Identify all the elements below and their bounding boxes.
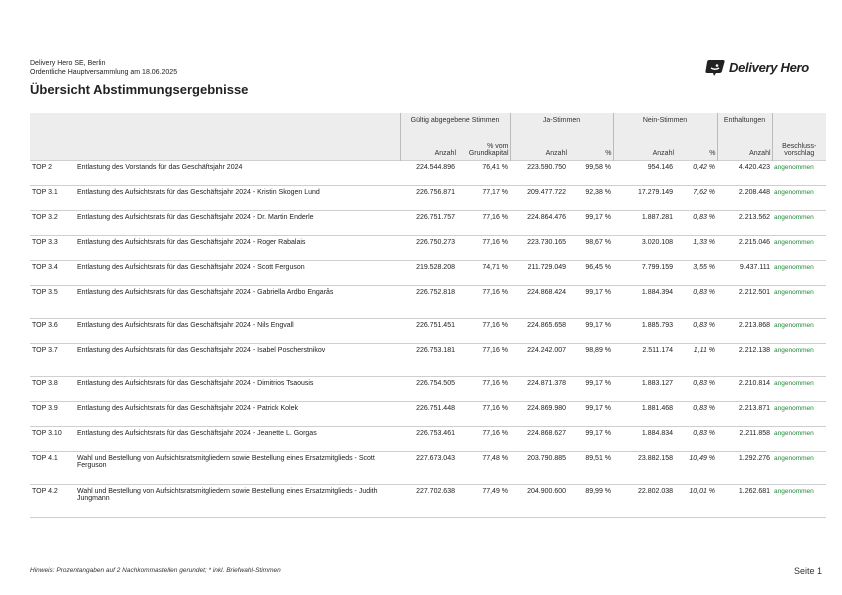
- agenda-text-cell: Wahl und Bestellung von Aufsichtsratsmitgliedern sowie Bestellung eines Ersatzmitglieds - Scott Ferguson: [75, 452, 400, 485]
- agenda-text-cell: Entlastung des Aufsichtsrats für das Geschäftsjahr 2024 - Isabel Poscherstnikov: [75, 344, 400, 377]
- yes-count-cell: 209.477.722: [510, 186, 568, 211]
- capital-pct-cell: 77,16 %: [457, 377, 510, 402]
- result-cell: angenommen: [772, 211, 826, 236]
- table-row: [30, 161, 826, 186]
- page-number: Seite 1: [793, 566, 822, 576]
- no-pct-cell: 10,01 %: [675, 485, 717, 518]
- yes-count-cell: 224.865.658: [510, 319, 568, 344]
- yes-pct-cell: 98,67 %: [568, 236, 613, 261]
- table-group-header: [30, 113, 826, 136]
- capital-pct-cell: 74,71 %: [457, 261, 510, 286]
- table-row: [30, 377, 826, 402]
- yes-count-cell: 224.864.476: [510, 211, 568, 236]
- capital-pct-cell: 77,16 %: [457, 236, 510, 261]
- agenda-text-cell: Entlastung des Aufsichtsrats für das Geschäftsjahr 2024 - Kristin Skogen Lund: [75, 186, 400, 211]
- abstain-count-cell: 1.262.681: [717, 485, 772, 518]
- yes-pct-cell: 99,17 %: [568, 211, 613, 236]
- no-count-cell: 1.884.834: [613, 427, 675, 452]
- agenda-item-cell: TOP 3.5: [30, 286, 75, 319]
- no-count-cell: 954.146: [613, 161, 675, 186]
- capital-pct-cell: 77,16 %: [457, 344, 510, 377]
- table-row: [30, 261, 826, 286]
- header-abstentions: Enthaltungen: [717, 113, 772, 136]
- result-cell: angenommen: [772, 427, 826, 452]
- header-pct-capital: % vom Grundkapital: [457, 136, 510, 161]
- agenda-text-cell: Entlastung des Aufsichtsrats für das Geschäftsjahr 2024 - Nils Engvall: [75, 319, 400, 344]
- no-pct-cell: 1,33 %: [675, 236, 717, 261]
- table-row: [30, 427, 826, 452]
- no-count-cell: 1.884.394: [613, 286, 675, 319]
- agenda-item-cell: TOP 3.3: [30, 236, 75, 261]
- abstain-count-cell: 2.211.858: [717, 427, 772, 452]
- valid-count-cell: 226.756.871: [400, 186, 457, 211]
- capital-pct-cell: 77,16 %: [457, 427, 510, 452]
- no-pct-cell: 0,83 %: [675, 402, 717, 427]
- agenda-item-cell: TOP 3.4: [30, 261, 75, 286]
- abstain-count-cell: 1.292.276: [717, 452, 772, 485]
- agenda-item-cell: TOP 4.2: [30, 485, 75, 518]
- agenda-text-cell: Entlastung des Aufsichtsrats für das Geschäftsjahr 2024 - Roger Rabalais: [75, 236, 400, 261]
- yes-pct-cell: 92,38 %: [568, 186, 613, 211]
- no-pct-cell: 0,83 %: [675, 319, 717, 344]
- no-pct-cell: 3,55 %: [675, 261, 717, 286]
- agenda-text-cell: Entlastung des Aufsichtsrats für das Geschäftsjahr 2024 - Dimitrios Tsaousis: [75, 377, 400, 402]
- table-row: [30, 402, 826, 427]
- yes-count-cell: 204.900.600: [510, 485, 568, 518]
- abstain-count-cell: 2.212.138: [717, 344, 772, 377]
- abstain-count-cell: 2.213.562: [717, 211, 772, 236]
- yes-pct-cell: 89,51 %: [568, 452, 613, 485]
- yes-pct-cell: 89,99 %: [568, 485, 613, 518]
- company-name: Delivery Hero SE, Berlin: [30, 60, 106, 67]
- valid-count-cell: 224.544.896: [400, 161, 457, 186]
- valid-count-cell: 226.754.505: [400, 377, 457, 402]
- no-count-cell: 1.881.468: [613, 402, 675, 427]
- agenda-text-cell: Entlastung des Aufsichtsrats für das Geschäftsjahr 2024 - Jeanette L. Gorgas: [75, 427, 400, 452]
- result-cell: angenommen: [772, 161, 826, 186]
- no-pct-cell: 0,42 %: [675, 161, 717, 186]
- valid-count-cell: 227.702.638: [400, 485, 457, 518]
- agenda-item-cell: TOP 3.10: [30, 427, 75, 452]
- abstain-count-cell: 2.213.868: [717, 319, 772, 344]
- header-yes-pct: %: [568, 136, 613, 161]
- valid-count-cell: 226.750.273: [400, 236, 457, 261]
- result-cell: angenommen: [772, 286, 826, 319]
- no-pct-cell: 7,62 %: [675, 186, 717, 211]
- yes-pct-cell: 96,45 %: [568, 261, 613, 286]
- result-cell: angenommen: [772, 261, 826, 286]
- valid-count-cell: 226.753.461: [400, 427, 457, 452]
- header-proposal: Beschluss-vorschlag: [772, 136, 826, 161]
- no-count-cell: 23.882.158: [613, 452, 675, 485]
- logo-wordmark: Delivery Hero: [729, 59, 809, 75]
- result-cell: angenommen: [772, 344, 826, 377]
- agenda-item-cell: TOP 4.1: [30, 452, 75, 485]
- result-cell: angenommen: [772, 377, 826, 402]
- yes-count-cell: 224.869.980: [510, 402, 568, 427]
- capital-pct-cell: 77,16 %: [457, 319, 510, 344]
- capital-pct-cell: 77,17 %: [457, 186, 510, 211]
- no-count-cell: 1.885.793: [613, 319, 675, 344]
- yes-pct-cell: 99,17 %: [568, 402, 613, 427]
- yes-pct-cell: 98,89 %: [568, 344, 613, 377]
- abstain-count-cell: 2.212.501: [717, 286, 772, 319]
- yes-pct-cell: 99,17 %: [568, 286, 613, 319]
- header-yes-votes: Ja-Stimmen: [510, 113, 613, 136]
- document-header: [30, 59, 177, 77]
- table-row: [30, 211, 826, 236]
- no-pct-cell: 0,83 %: [675, 377, 717, 402]
- header-no-count: Anzahl: [613, 136, 675, 161]
- delivery-hero-logo-icon: [704, 58, 726, 76]
- agenda-text-cell: Entlastung des Aufsichtsrats für das Geschäftsjahr 2024 - Patrick Kolek: [75, 402, 400, 427]
- valid-count-cell: 226.751.451: [400, 319, 457, 344]
- abstain-count-cell: 4.420.423: [717, 161, 772, 186]
- footnote: Hinweis: Prozentangaben auf 2 Nachkommastellen gerundet; * inkl. Briefwahl-Stimmen: [30, 567, 281, 574]
- valid-count-cell: 226.751.757: [400, 211, 457, 236]
- table-row: [30, 236, 826, 261]
- result-cell: angenommen: [772, 186, 826, 211]
- page-title: Übersicht Abstimmungsergebnisse: [30, 82, 249, 97]
- yes-pct-cell: 99,17 %: [568, 377, 613, 402]
- valid-count-cell: 226.753.181: [400, 344, 457, 377]
- yes-count-cell: 203.790.885: [510, 452, 568, 485]
- valid-count-cell: 226.752.818: [400, 286, 457, 319]
- agenda-text-cell: Entlastung des Vorstands für das Geschäftsjahr 2024: [75, 161, 400, 186]
- capital-pct-cell: 77,16 %: [457, 286, 510, 319]
- no-count-cell: 7.799.159: [613, 261, 675, 286]
- result-cell: angenommen: [772, 485, 826, 518]
- header-no-pct: %: [675, 136, 717, 161]
- agenda-text-cell: Entlastung des Aufsichtsrats für das Geschäftsjahr 2024 - Dr. Martin Enderle: [75, 211, 400, 236]
- result-cell: angenommen: [772, 402, 826, 427]
- no-count-cell: 22.802.038: [613, 485, 675, 518]
- yes-count-cell: 224.242.007: [510, 344, 568, 377]
- agenda-item-cell: TOP 3.1: [30, 186, 75, 211]
- no-pct-cell: 1,11 %: [675, 344, 717, 377]
- table-row: [30, 319, 826, 344]
- no-pct-cell: 0,83 %: [675, 211, 717, 236]
- capital-pct-cell: 77,16 %: [457, 402, 510, 427]
- yes-count-cell: 211.729.049: [510, 261, 568, 286]
- yes-count-cell: 224.868.424: [510, 286, 568, 319]
- delivery-hero-logo: [704, 58, 809, 76]
- agenda-text-cell: Entlastung des Aufsichtsrats für das Geschäftsjahr 2024 - Scott Ferguson: [75, 261, 400, 286]
- yes-pct-cell: 99,17 %: [568, 427, 613, 452]
- no-count-cell: 3.020.108: [613, 236, 675, 261]
- header-valid-count: Anzahl: [400, 136, 457, 161]
- no-pct-cell: 10,49 %: [675, 452, 717, 485]
- yes-count-cell: 224.868.627: [510, 427, 568, 452]
- capital-pct-cell: 77,48 %: [457, 452, 510, 485]
- result-cell: angenommen: [772, 319, 826, 344]
- no-pct-cell: 0,83 %: [675, 427, 717, 452]
- abstain-count-cell: 9.437.111: [717, 261, 772, 286]
- no-count-cell: 1.883.127: [613, 377, 675, 402]
- yes-pct-cell: 99,17 %: [568, 319, 613, 344]
- no-count-cell: 17.279.149: [613, 186, 675, 211]
- yes-pct-cell: 99,58 %: [568, 161, 613, 186]
- capital-pct-cell: 76,41 %: [457, 161, 510, 186]
- table-row: [30, 485, 826, 518]
- valid-count-cell: 227.673.043: [400, 452, 457, 485]
- yes-count-cell: 223.730.165: [510, 236, 568, 261]
- agenda-item-cell: TOP 2: [30, 161, 75, 186]
- table-row: [30, 286, 826, 319]
- table-sub-header: [30, 136, 826, 161]
- no-count-cell: 2.511.174: [613, 344, 675, 377]
- valid-count-cell: 219.528.208: [400, 261, 457, 286]
- results-table: [30, 113, 826, 518]
- agenda-item-cell: TOP 3.7: [30, 344, 75, 377]
- header-no-votes: Nein-Stimmen: [613, 113, 717, 136]
- table-row: [30, 344, 826, 377]
- capital-pct-cell: 77,16 %: [457, 211, 510, 236]
- result-cell: angenommen: [772, 452, 826, 485]
- agenda-item-cell: TOP 3.6: [30, 319, 75, 344]
- agenda-item-cell: TOP 3.2: [30, 211, 75, 236]
- abstain-count-cell: 2.210.814: [717, 377, 772, 402]
- header-valid-votes: Gültig abgegebene Stimmen: [400, 113, 510, 136]
- yes-count-cell: 223.590.750: [510, 161, 568, 186]
- yes-count-cell: 224.871.378: [510, 377, 568, 402]
- abstain-count-cell: 2.213.871: [717, 402, 772, 427]
- meeting-date: Ordentliche Hauptversammlung am 18.06.2025: [30, 69, 178, 76]
- table-row: [30, 452, 826, 485]
- abstain-count-cell: 2.208.448: [717, 186, 772, 211]
- agenda-item-cell: TOP 3.9: [30, 402, 75, 427]
- result-cell: angenommen: [772, 236, 826, 261]
- no-count-cell: 1.887.281: [613, 211, 675, 236]
- header-yes-count: Anzahl: [510, 136, 568, 161]
- agenda-text-cell: Entlastung des Aufsichtsrats für das Geschäftsjahr 2024 - Gabriella Ardbo Engarås: [75, 286, 400, 319]
- agenda-item-cell: TOP 3.8: [30, 377, 75, 402]
- abstain-count-cell: 2.215.046: [717, 236, 772, 261]
- table-row: [30, 186, 826, 211]
- valid-count-cell: 226.751.448: [400, 402, 457, 427]
- capital-pct-cell: 77,49 %: [457, 485, 510, 518]
- header-abstain-count: Anzahl: [717, 136, 772, 161]
- agenda-text-cell: Wahl und Bestellung von Aufsichtsratsmitgliedern sowie Bestellung eines Ersatzmitglieds - Judith Jungmann: [75, 485, 400, 518]
- no-pct-cell: 0,83 %: [675, 286, 717, 319]
